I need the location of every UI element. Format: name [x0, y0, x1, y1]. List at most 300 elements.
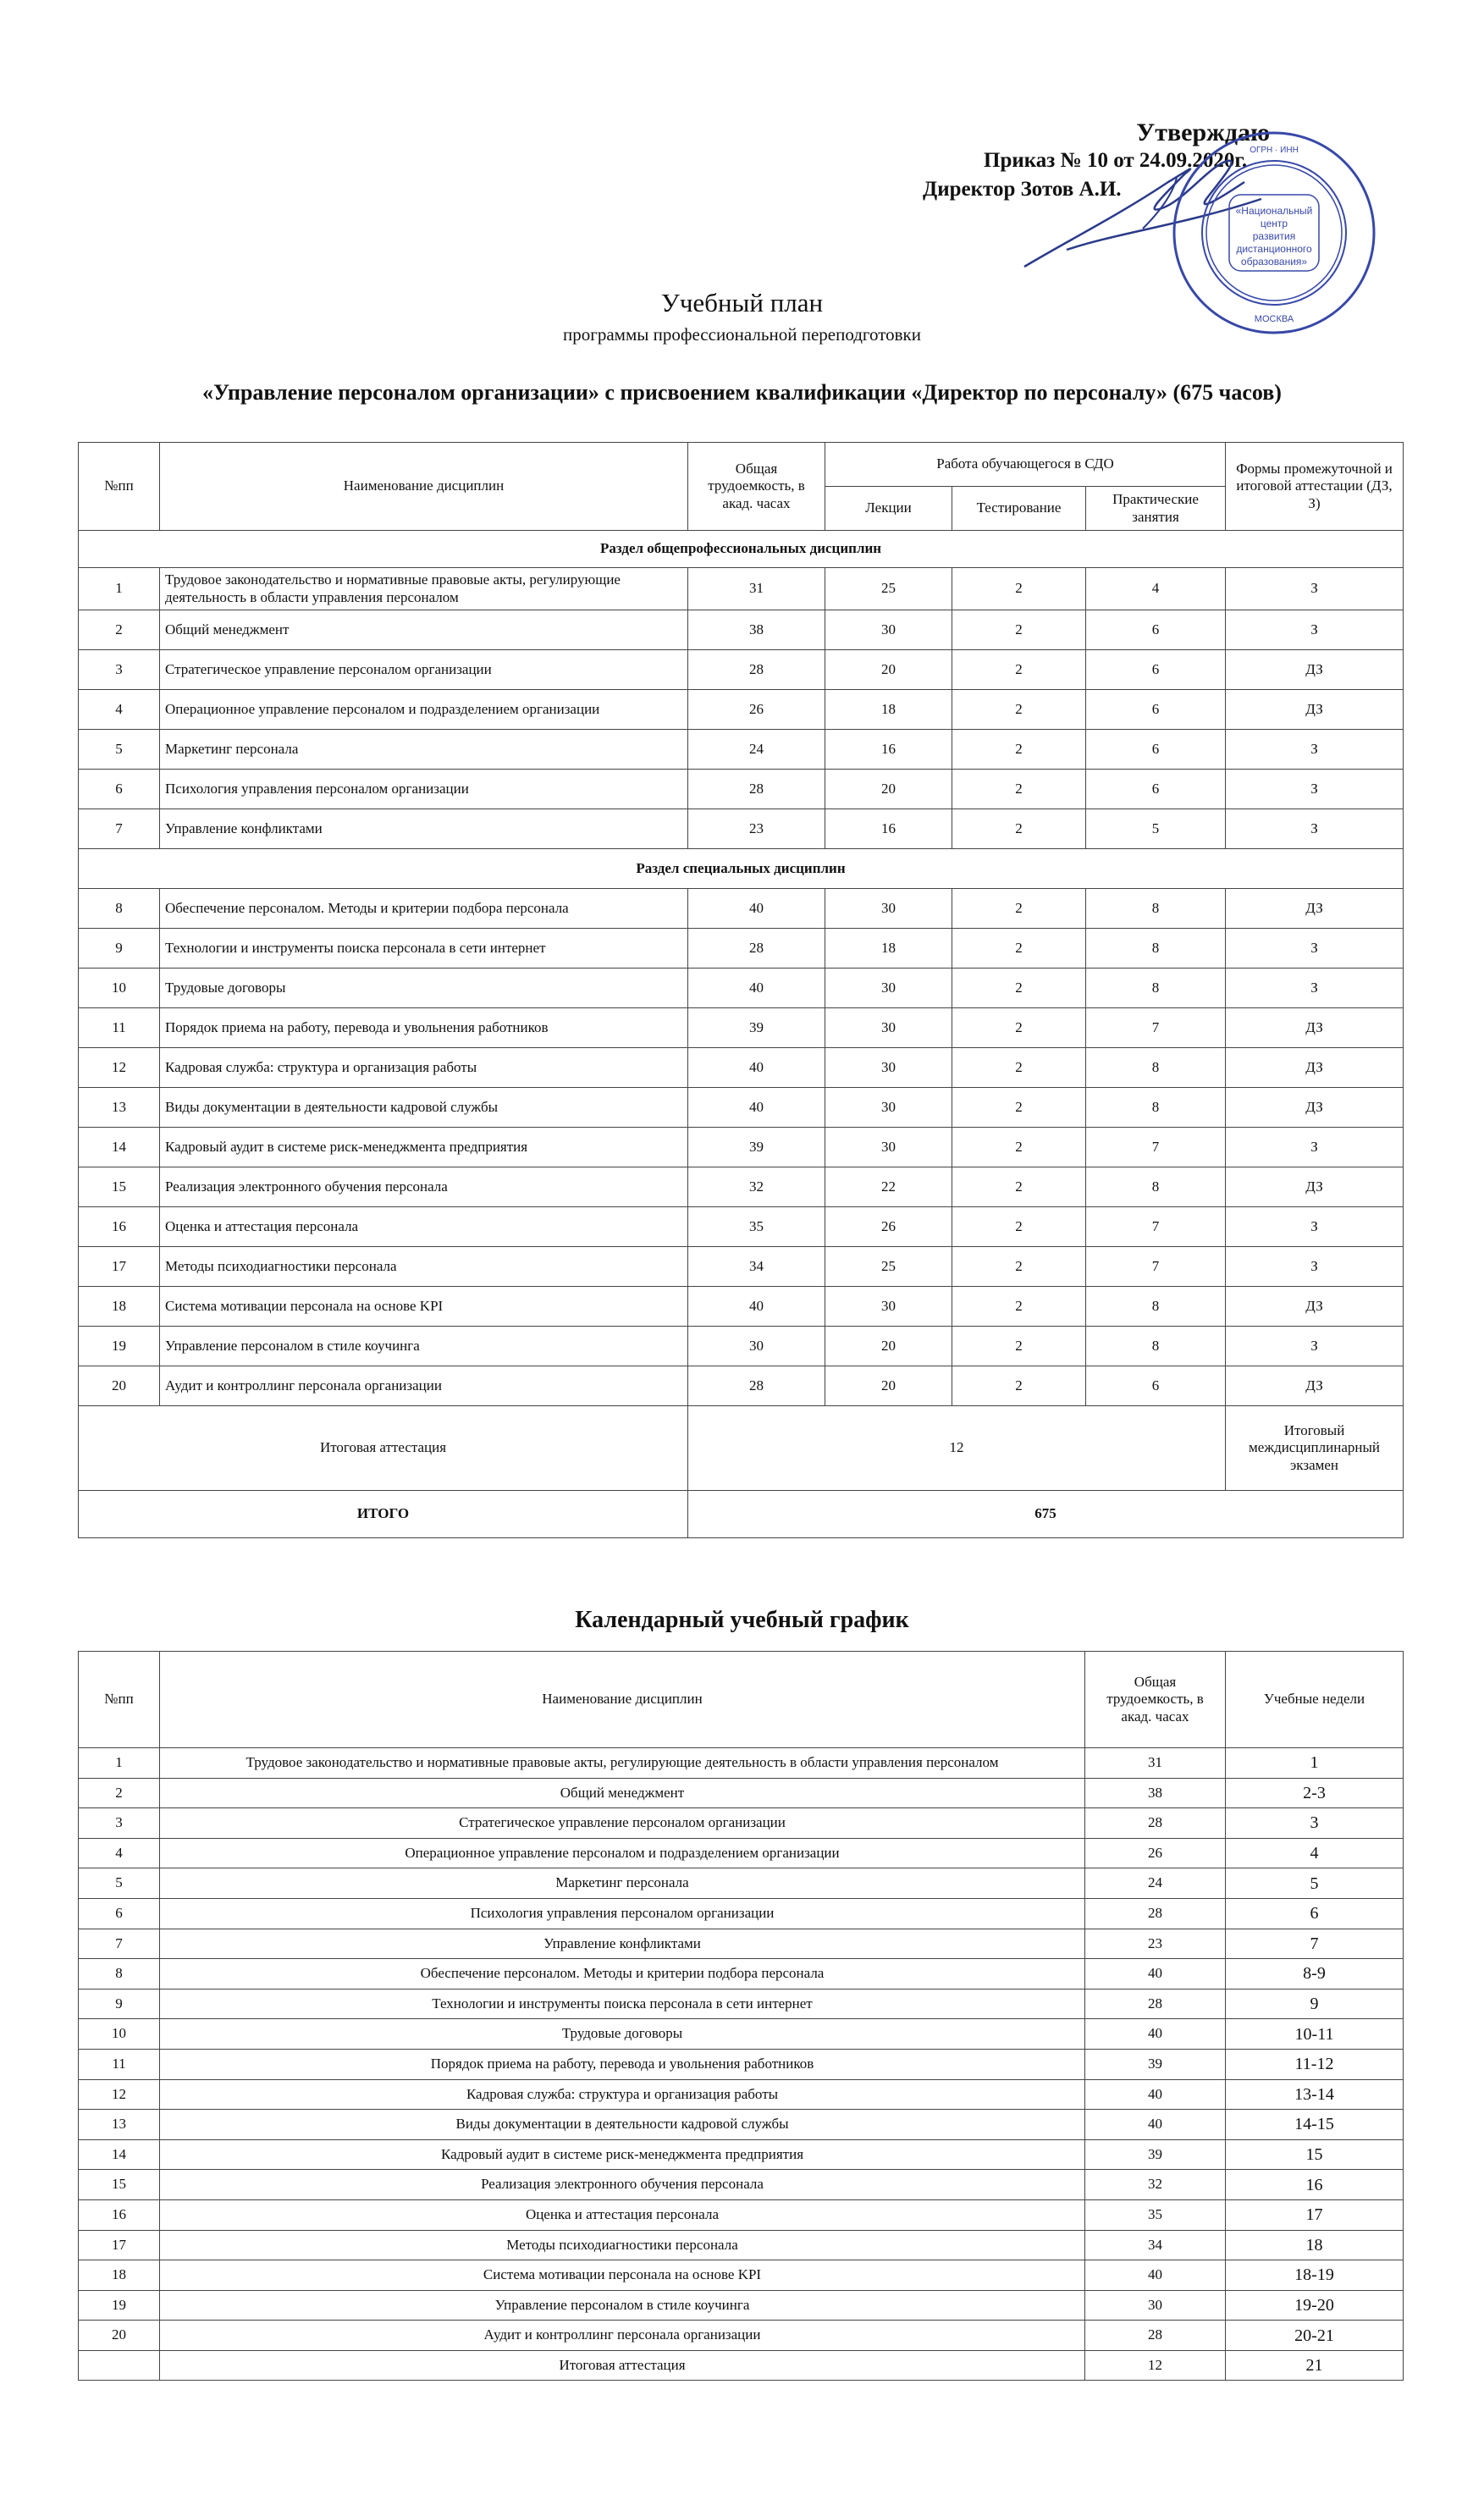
study-weeks: 14-15 [1226, 2110, 1404, 2140]
study-weeks: 18-19 [1226, 2260, 1404, 2291]
attestation-form: З [1226, 1128, 1404, 1167]
table-row [79, 730, 1404, 770]
testing-hours: 2 [952, 1366, 1086, 1406]
discipline-name: Методы психодиагностики персонала [160, 1247, 688, 1287]
approval-director: Директор Зотов А.И. [923, 178, 1122, 201]
row-number: 18 [79, 2260, 160, 2291]
discipline-name: Кадровый аудит в системе риск-менеджмента предприятия [160, 2139, 1085, 2170]
study-weeks: 4 [1226, 1838, 1404, 1868]
discipline-name: Итоговая аттестация [160, 2350, 1085, 2381]
total-hours: 31 [688, 568, 825, 610]
total-hours: 26 [1085, 1838, 1226, 1868]
plan-section-general: Раздел общепрофессиональных дисциплин [79, 531, 1404, 568]
table-row [79, 690, 1404, 730]
approval-order: Приказ № 10 от 24.09.2020г. [984, 149, 1248, 172]
practice-hours: 7 [1086, 1008, 1226, 1048]
plan-section-special: Раздел специальных дисциплин [79, 849, 1404, 889]
testing-hours: 2 [952, 1287, 1086, 1327]
table-row [79, 568, 1404, 610]
discipline-name: Система мотивации персонала на основе KPI [160, 2260, 1085, 2291]
study-weeks: 3 [1226, 1808, 1404, 1839]
table-row [79, 2321, 1404, 2351]
testing-hours: 2 [952, 1128, 1086, 1167]
study-weeks: 5 [1226, 1868, 1404, 1899]
row-number [79, 2350, 160, 2381]
row-number: 8 [79, 889, 160, 929]
table-row [79, 1748, 1404, 1779]
row-number: 1 [79, 568, 160, 610]
study-weeks: 7 [1226, 1929, 1404, 1959]
plan-header-work: Работа обучающегося в СДО [825, 443, 1226, 487]
table-row [79, 1929, 1404, 1959]
row-number: 20 [79, 1366, 160, 1406]
attestation-form: ДЗ [1226, 1167, 1404, 1207]
row-number: 18 [79, 1287, 160, 1327]
table-row [79, 1327, 1404, 1366]
table-row [79, 2079, 1404, 2110]
plan-final-form: Итоговый междисциплинарный экзамен [1226, 1406, 1404, 1491]
cal-header-hours: Общая трудоемкость, в акад. часах [1085, 1652, 1226, 1748]
attestation-form: З [1226, 1247, 1404, 1287]
table-row [79, 1366, 1404, 1406]
total-hours: 28 [1085, 1808, 1226, 1839]
testing-hours: 2 [952, 1327, 1086, 1366]
study-weeks: 8-9 [1226, 1959, 1404, 1990]
testing-hours: 2 [952, 690, 1086, 730]
discipline-name: Порядок приема на работу, перевода и увольнения работников [160, 1008, 688, 1048]
total-hours: 28 [1085, 2321, 1226, 2351]
practice-hours: 6 [1086, 730, 1226, 770]
table-row [79, 2049, 1404, 2079]
attestation-form: З [1226, 770, 1404, 809]
study-weeks: 13-14 [1226, 2079, 1404, 2110]
total-hours: 39 [1085, 2049, 1226, 2079]
total-hours: 28 [1085, 1989, 1226, 2019]
attestation-form: З [1226, 610, 1404, 650]
total-hours: 35 [1085, 2199, 1226, 2230]
table-row [79, 2019, 1404, 2050]
row-number: 9 [79, 929, 160, 969]
practice-hours: 6 [1086, 770, 1226, 809]
testing-hours: 2 [952, 1207, 1086, 1247]
cal-header-num: №пп [79, 1652, 160, 1748]
study-weeks: 6 [1226, 1898, 1404, 1929]
practice-hours: 8 [1086, 1088, 1226, 1128]
discipline-name: Кадровая служба: структура и организация работы [160, 1048, 688, 1088]
total-hours: 23 [688, 809, 825, 849]
table-row [79, 889, 1404, 929]
total-hours: 31 [1085, 1748, 1226, 1779]
discipline-name: Маркетинг персонала [160, 1868, 1085, 1899]
row-number: 10 [79, 2019, 160, 2050]
total-hours: 32 [1085, 2170, 1226, 2200]
testing-hours: 2 [952, 650, 1086, 690]
practice-hours: 6 [1086, 690, 1226, 730]
testing-hours: 2 [952, 809, 1086, 849]
page-subtitle: программы профессиональной переподготовки [563, 324, 921, 345]
testing-hours: 2 [952, 1167, 1086, 1207]
svg-text:центр: центр [1260, 218, 1288, 229]
testing-hours: 2 [952, 610, 1086, 650]
plan-header-num: №пп [79, 443, 160, 531]
total-hours: 28 [688, 929, 825, 969]
row-number: 19 [79, 2290, 160, 2321]
lecture-hours: 16 [825, 809, 952, 849]
row-number: 15 [79, 1167, 160, 1207]
discipline-name: Кадровый аудит в системе риск-менеджмента предприятия [160, 1128, 688, 1167]
table-row [79, 1808, 1404, 1839]
plan-total-label: ИТОГО [79, 1491, 688, 1538]
study-weeks: 2-3 [1226, 1778, 1404, 1808]
discipline-name: Аудит и контроллинг персонала организации [160, 1366, 688, 1406]
practice-hours: 8 [1086, 1167, 1226, 1207]
practice-hours: 8 [1086, 1048, 1226, 1088]
lecture-hours: 18 [825, 929, 952, 969]
practice-hours: 6 [1086, 1366, 1226, 1406]
discipline-name: Реализация электронного обучения персонала [160, 1167, 688, 1207]
row-number: 13 [79, 1088, 160, 1128]
lecture-hours: 20 [825, 1366, 952, 1406]
total-hours: 24 [1085, 1868, 1226, 1899]
row-number: 16 [79, 2199, 160, 2230]
row-number: 6 [79, 1898, 160, 1929]
testing-hours: 2 [952, 969, 1086, 1008]
svg-text:развития: развития [1252, 230, 1296, 242]
table-row [79, 2290, 1404, 2321]
practice-hours: 8 [1086, 889, 1226, 929]
row-number: 7 [79, 809, 160, 849]
discipline-name: Порядок приема на работу, перевода и увольнения работников [160, 2049, 1085, 2079]
table-row [79, 1008, 1404, 1048]
row-number: 10 [79, 969, 160, 1008]
attestation-form: З [1226, 730, 1404, 770]
testing-hours: 2 [952, 1247, 1086, 1287]
discipline-name: Управление конфликтами [160, 1929, 1085, 1959]
svg-text:дистанционного: дистанционного [1236, 243, 1312, 255]
table-row [79, 2350, 1404, 2381]
practice-hours: 8 [1086, 969, 1226, 1008]
total-hours: 40 [1085, 2110, 1226, 2140]
total-hours: 28 [688, 650, 825, 690]
discipline-name: Реализация электронного обучения персонала [160, 2170, 1085, 2200]
table-row [79, 2230, 1404, 2260]
table-row [79, 809, 1404, 849]
lecture-hours: 25 [825, 1247, 952, 1287]
svg-text:«Национальный: «Национальный [1235, 205, 1313, 217]
svg-text:ОГРН · ИНН: ОГРН · ИНН [1250, 146, 1299, 155]
total-hours: 40 [1085, 2019, 1226, 2050]
study-weeks: 9 [1226, 1989, 1404, 2019]
study-weeks: 16 [1226, 2170, 1404, 2200]
total-hours: 39 [688, 1008, 825, 1048]
testing-hours: 2 [952, 1088, 1086, 1128]
table-row [79, 1959, 1404, 1990]
plan-header-name: Наименование дисциплин [160, 443, 688, 531]
row-number: 12 [79, 2079, 160, 2110]
table-row [79, 2139, 1404, 2170]
row-number: 13 [79, 2110, 160, 2140]
row-number: 1 [79, 1748, 160, 1779]
svg-text:МОСКВА: МОСКВА [1254, 314, 1294, 324]
row-number: 19 [79, 1327, 160, 1366]
calendar-table [78, 1651, 1404, 2381]
row-number: 12 [79, 1048, 160, 1088]
lecture-hours: 30 [825, 969, 952, 1008]
total-hours: 34 [1085, 2230, 1226, 2260]
total-hours: 23 [1085, 1929, 1226, 1959]
table-row [79, 2199, 1404, 2230]
table-row [79, 1247, 1404, 1287]
lecture-hours: 18 [825, 690, 952, 730]
row-number: 8 [79, 1959, 160, 1990]
total-hours: 26 [688, 690, 825, 730]
row-number: 15 [79, 2170, 160, 2200]
discipline-name: Психология управления персоналом организации [160, 770, 688, 809]
table-row [79, 2170, 1404, 2200]
plan-header-hours: Общая трудоемкость, в акад. часах [688, 443, 825, 531]
page-title: Учебный план [660, 288, 824, 317]
table-row [79, 610, 1404, 650]
practice-hours: 7 [1086, 1207, 1226, 1247]
study-weeks: 19-20 [1226, 2290, 1404, 2321]
plan-header-lectures: Лекции [825, 487, 952, 531]
attestation-form: ДЗ [1226, 1048, 1404, 1088]
plan-table [78, 442, 1404, 1538]
table-row [79, 1838, 1404, 1868]
total-hours: 34 [688, 1247, 825, 1287]
lecture-hours: 30 [825, 1008, 952, 1048]
row-number: 2 [79, 1778, 160, 1808]
testing-hours: 2 [952, 889, 1086, 929]
testing-hours: 2 [952, 1048, 1086, 1088]
total-hours: 40 [1085, 2079, 1226, 2110]
row-number: 3 [79, 1808, 160, 1839]
study-weeks: 15 [1226, 2139, 1404, 2170]
table-row [79, 770, 1404, 809]
discipline-name: Операционное управление персоналом и подразделением организации [160, 1838, 1085, 1868]
testing-hours: 2 [952, 1008, 1086, 1048]
study-weeks: 10-11 [1226, 2019, 1404, 2050]
row-number: 6 [79, 770, 160, 809]
total-hours: 40 [688, 1287, 825, 1327]
lecture-hours: 30 [825, 1287, 952, 1327]
table-row [79, 1167, 1404, 1207]
discipline-name: Аудит и контроллинг персонала организации [160, 2321, 1085, 2351]
attestation-form: ДЗ [1226, 1008, 1404, 1048]
table-row [79, 1048, 1404, 1088]
discipline-name: Психология управления персоналом организации [160, 1898, 1085, 1929]
discipline-name: Операционное управление персоналом и подразделением организации [160, 690, 688, 730]
table-row [79, 2260, 1404, 2291]
discipline-name: Технологии и инструменты поиска персонала в сети интернет [160, 929, 688, 969]
calendar-title: Календарный учебный график [575, 1607, 909, 1633]
attestation-form: З [1226, 1207, 1404, 1247]
lecture-hours: 30 [825, 610, 952, 650]
study-weeks: 20-21 [1226, 2321, 1404, 2351]
total-hours: 40 [688, 1048, 825, 1088]
row-number: 11 [79, 1008, 160, 1048]
lecture-hours: 22 [825, 1167, 952, 1207]
attestation-form: ДЗ [1226, 1088, 1404, 1128]
approval-title: Утверждаю [1136, 119, 1270, 146]
attestation-form: З [1226, 929, 1404, 969]
lecture-hours: 30 [825, 1088, 952, 1128]
total-hours: 32 [688, 1167, 825, 1207]
table-row [79, 1898, 1404, 1929]
discipline-name: Общий менеджмент [160, 610, 688, 650]
table-row [79, 1868, 1404, 1899]
discipline-name: Общий менеджмент [160, 1778, 1085, 1808]
row-number: 14 [79, 2139, 160, 2170]
table-row [79, 929, 1404, 969]
attestation-form: ДЗ [1226, 1366, 1404, 1406]
testing-hours: 2 [952, 568, 1086, 610]
attestation-form: З [1226, 809, 1404, 849]
discipline-name: Методы психодиагностики персонала [160, 2230, 1085, 2260]
table-row [79, 1207, 1404, 1247]
row-number: 4 [79, 690, 160, 730]
attestation-form: З [1226, 969, 1404, 1008]
attestation-form: ДЗ [1226, 650, 1404, 690]
lecture-hours: 20 [825, 1327, 952, 1366]
total-hours: 28 [688, 770, 825, 809]
total-hours: 35 [688, 1207, 825, 1247]
table-row [79, 1088, 1404, 1128]
total-hours: 40 [688, 889, 825, 929]
practice-hours: 7 [1086, 1247, 1226, 1287]
lecture-hours: 26 [825, 1207, 952, 1247]
plan-final-label: Итоговая аттестация [79, 1406, 688, 1491]
svg-text:образования»: образования» [1240, 256, 1308, 268]
row-number: 16 [79, 1207, 160, 1247]
discipline-name: Виды документации в деятельности кадровой службы [160, 1088, 688, 1128]
total-hours: 28 [688, 1366, 825, 1406]
discipline-name: Стратегическое управление персоналом организации [160, 1808, 1085, 1839]
practice-hours: 6 [1086, 610, 1226, 650]
practice-hours: 8 [1086, 1327, 1226, 1366]
testing-hours: 2 [952, 770, 1086, 809]
total-hours: 24 [688, 730, 825, 770]
attestation-form: ДЗ [1226, 889, 1404, 929]
cal-header-name: Наименование дисциплин [160, 1652, 1085, 1748]
testing-hours: 2 [952, 929, 1086, 969]
table-row [79, 1128, 1404, 1167]
discipline-name: Оценка и аттестация персонала [160, 2199, 1085, 2230]
study-weeks: 17 [1226, 2199, 1404, 2230]
plan-total-hours: 675 [688, 1491, 1404, 1538]
total-hours: 38 [688, 610, 825, 650]
plan-final-hours: 12 [688, 1406, 1226, 1491]
row-number: 11 [79, 2049, 160, 2079]
discipline-name: Управление персоналом в стиле коучинга [160, 2290, 1085, 2321]
row-number: 20 [79, 2321, 160, 2351]
row-number: 14 [79, 1128, 160, 1167]
discipline-name: Трудовые договоры [160, 2019, 1085, 2050]
discipline-name: Стратегическое управление персоналом организации [160, 650, 688, 690]
table-row [79, 650, 1404, 690]
lecture-hours: 30 [825, 1128, 952, 1167]
row-number: 5 [79, 1868, 160, 1899]
total-hours: 39 [688, 1128, 825, 1167]
lecture-hours: 20 [825, 650, 952, 690]
practice-hours: 6 [1086, 650, 1226, 690]
study-weeks: 1 [1226, 1748, 1404, 1779]
total-hours: 40 [688, 1088, 825, 1128]
lecture-hours: 20 [825, 770, 952, 809]
program-title: «Управление персоналом организации» с присвоением квалификации «Директор по персоналу» (675 часов) [202, 380, 1282, 405]
total-hours: 30 [688, 1327, 825, 1366]
practice-hours: 5 [1086, 809, 1226, 849]
discipline-name: Управление конфликтами [160, 809, 688, 849]
discipline-name: Технологии и инструменты поиска персонала в сети интернет [160, 1989, 1085, 2019]
lecture-hours: 16 [825, 730, 952, 770]
table-row [79, 1287, 1404, 1327]
practice-hours: 4 [1086, 568, 1226, 610]
discipline-name: Виды документации в деятельности кадровой службы [160, 2110, 1085, 2140]
total-hours: 12 [1085, 2350, 1226, 2381]
attestation-form: ДЗ [1226, 690, 1404, 730]
discipline-name: Трудовое законодательство и нормативные правовые акты, регулирующие деятельность в области управления персоналом [160, 1748, 1085, 1779]
lecture-hours: 25 [825, 568, 952, 610]
plan-header-practice: Практические занятия [1086, 487, 1226, 531]
lecture-hours: 30 [825, 1048, 952, 1088]
row-number: 17 [79, 1247, 160, 1287]
discipline-name: Маркетинг персонала [160, 730, 688, 770]
discipline-name: Обеспечение персоналом. Методы и критерии подбора персонала [160, 889, 688, 929]
study-weeks: 18 [1226, 2230, 1404, 2260]
testing-hours: 2 [952, 730, 1086, 770]
total-hours: 38 [1085, 1778, 1226, 1808]
attestation-form: ДЗ [1226, 1287, 1404, 1327]
row-number: 17 [79, 2230, 160, 2260]
lecture-hours: 30 [825, 889, 952, 929]
total-hours: 28 [1085, 1898, 1226, 1929]
total-hours: 40 [1085, 1959, 1226, 1990]
total-hours: 30 [1085, 2290, 1226, 2321]
discipline-name: Система мотивации персонала на основе KPI [160, 1287, 688, 1327]
row-number: 3 [79, 650, 160, 690]
discipline-name: Обеспечение персоналом. Методы и критерии подбора персонала [160, 1959, 1085, 1990]
attestation-form: З [1226, 1327, 1404, 1366]
plan-header-testing: Тестирование [952, 487, 1086, 531]
row-number: 9 [79, 1989, 160, 2019]
cal-header-weeks: Учебные недели [1226, 1652, 1404, 1748]
row-number: 5 [79, 730, 160, 770]
row-number: 7 [79, 1929, 160, 1959]
discipline-name: Управление персоналом в стиле коучинга [160, 1327, 688, 1366]
study-weeks: 11-12 [1226, 2049, 1404, 2079]
row-number: 4 [79, 1838, 160, 1868]
total-hours: 40 [1085, 2260, 1226, 2291]
practice-hours: 7 [1086, 1128, 1226, 1167]
discipline-name: Оценка и аттестация персонала [160, 1207, 688, 1247]
attestation-form: З [1226, 568, 1404, 610]
table-row [79, 1778, 1404, 1808]
study-weeks: 21 [1226, 2350, 1404, 2381]
total-hours: 40 [688, 969, 825, 1008]
plan-header-forms: Формы промежуточной и итоговой аттестации (ДЗ, З) [1226, 443, 1404, 531]
table-row [79, 969, 1404, 1008]
practice-hours: 8 [1086, 1287, 1226, 1327]
discipline-name: Трудовые договоры [160, 969, 688, 1008]
row-number: 2 [79, 610, 160, 650]
table-row [79, 2110, 1404, 2140]
discipline-name: Трудовое законодательство и нормативные правовые акты, регулирующие деятельность в области управления персоналом [160, 568, 688, 610]
table-row [79, 1989, 1404, 2019]
discipline-name: Кадровая служба: структура и организация работы [160, 2079, 1085, 2110]
practice-hours: 8 [1086, 929, 1226, 969]
total-hours: 39 [1085, 2139, 1226, 2170]
